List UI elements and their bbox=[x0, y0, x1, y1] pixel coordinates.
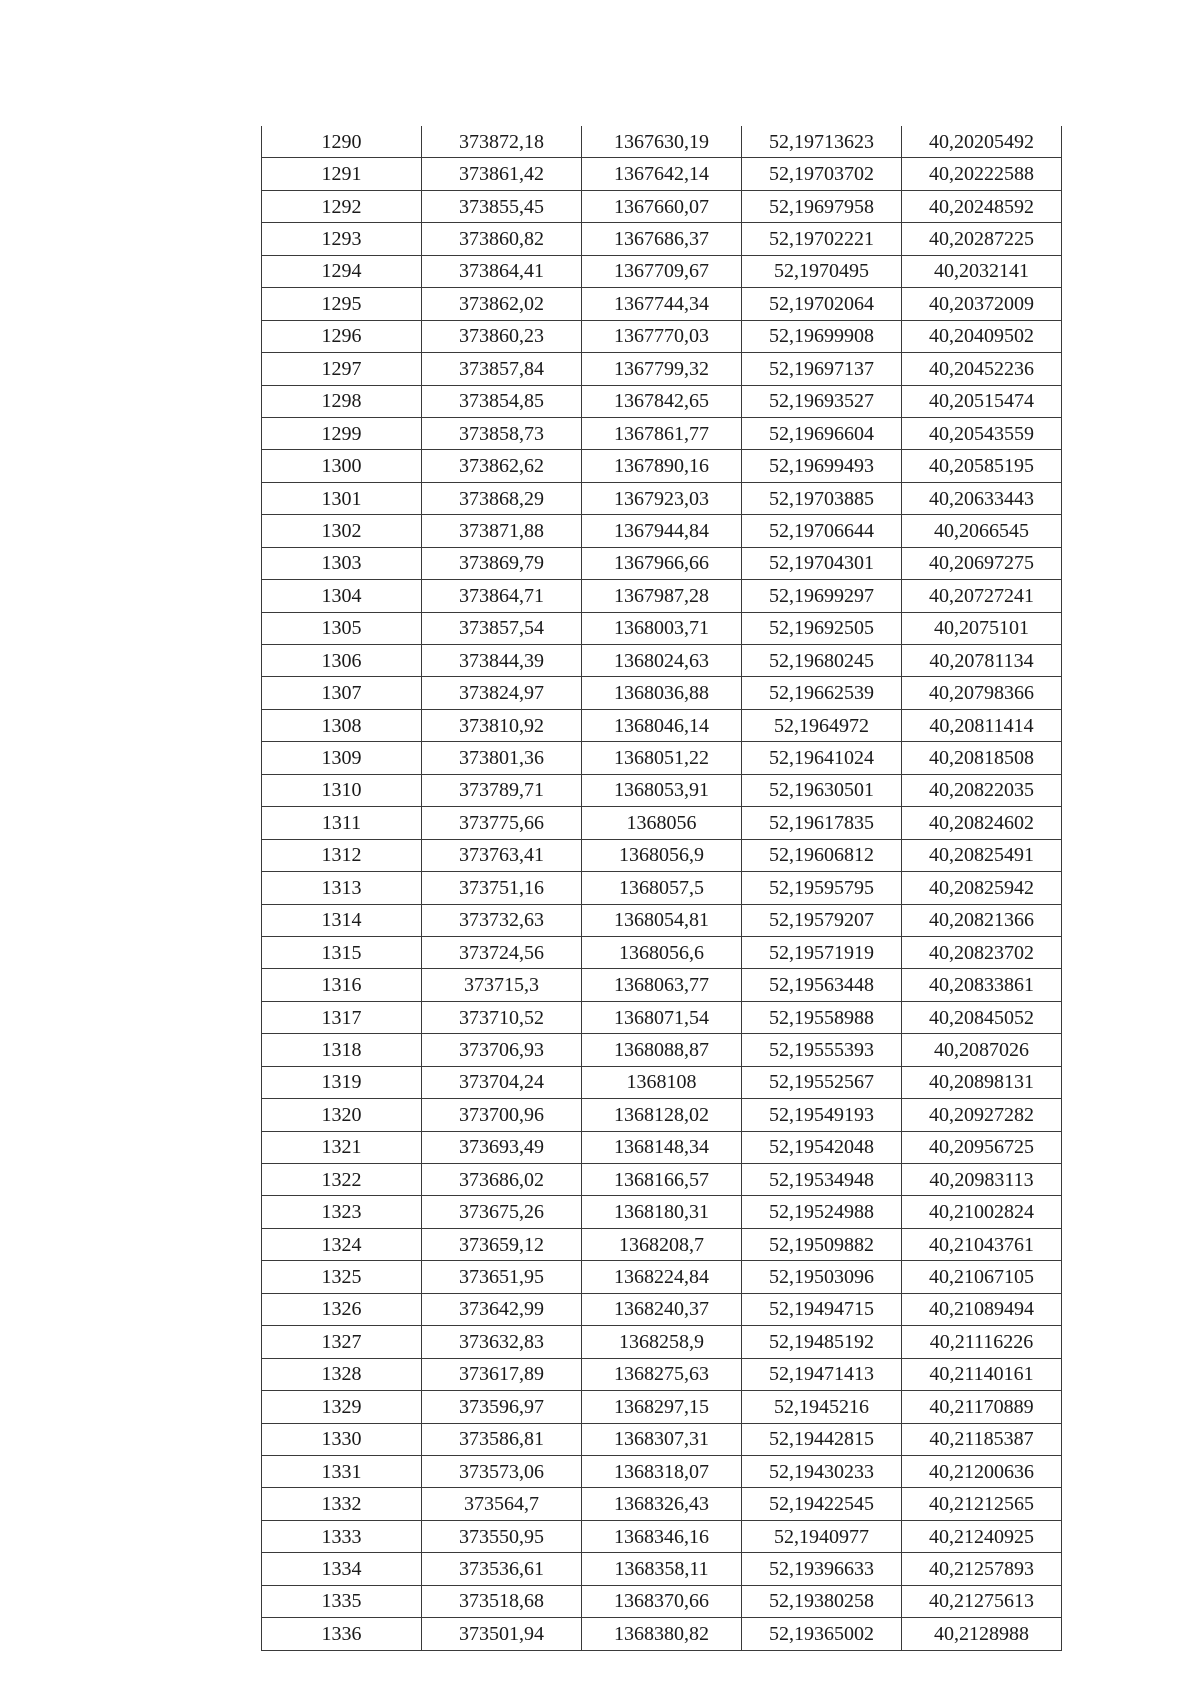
longitude-cell: 40,21002824 bbox=[902, 1196, 1062, 1228]
table-row bbox=[262, 255, 1062, 287]
table-row bbox=[262, 1358, 1062, 1390]
longitude-cell: 40,20811414 bbox=[902, 709, 1062, 741]
table-row bbox=[262, 645, 1062, 677]
point-number-cell: 1305 bbox=[262, 612, 422, 644]
latitude-cell: 52,1970495 bbox=[742, 255, 902, 287]
longitude-cell: 40,20372009 bbox=[902, 288, 1062, 320]
latitude-cell: 52,19485192 bbox=[742, 1326, 902, 1358]
x-coordinate-cell: 373536,61 bbox=[422, 1553, 582, 1585]
point-number-cell: 1320 bbox=[262, 1099, 422, 1131]
longitude-cell: 40,20452236 bbox=[902, 353, 1062, 385]
longitude-cell: 40,21140161 bbox=[902, 1358, 1062, 1390]
point-number-cell: 1315 bbox=[262, 936, 422, 968]
point-number-cell: 1300 bbox=[262, 450, 422, 482]
point-number-cell: 1321 bbox=[262, 1131, 422, 1163]
x-coordinate-cell: 373824,97 bbox=[422, 677, 582, 709]
point-number-cell: 1290 bbox=[262, 126, 422, 158]
y-coordinate-cell: 1367630,19 bbox=[582, 126, 742, 158]
x-coordinate-cell: 373858,73 bbox=[422, 417, 582, 449]
longitude-cell: 40,2032141 bbox=[902, 255, 1062, 287]
point-number-cell: 1319 bbox=[262, 1066, 422, 1098]
longitude-cell: 40,20798366 bbox=[902, 677, 1062, 709]
longitude-cell: 40,20585195 bbox=[902, 450, 1062, 482]
latitude-cell: 52,19579207 bbox=[742, 904, 902, 936]
y-coordinate-cell: 1368224,84 bbox=[582, 1261, 742, 1293]
table-row bbox=[262, 807, 1062, 839]
table-row bbox=[262, 1261, 1062, 1293]
x-coordinate-cell: 373860,82 bbox=[422, 223, 582, 255]
point-number-cell: 1317 bbox=[262, 1001, 422, 1033]
point-number-cell: 1332 bbox=[262, 1488, 422, 1520]
x-coordinate-cell: 373854,85 bbox=[422, 385, 582, 417]
latitude-cell: 52,19503096 bbox=[742, 1261, 902, 1293]
y-coordinate-cell: 1367770,03 bbox=[582, 320, 742, 352]
longitude-cell: 40,20543559 bbox=[902, 417, 1062, 449]
point-number-cell: 1334 bbox=[262, 1553, 422, 1585]
x-coordinate-cell: 373675,26 bbox=[422, 1196, 582, 1228]
point-number-cell: 1333 bbox=[262, 1520, 422, 1552]
point-number-cell: 1291 bbox=[262, 158, 422, 190]
x-coordinate-cell: 373855,45 bbox=[422, 190, 582, 222]
latitude-cell: 52,19365002 bbox=[742, 1618, 902, 1650]
y-coordinate-cell: 1367966,66 bbox=[582, 547, 742, 579]
x-coordinate-cell: 373617,89 bbox=[422, 1358, 582, 1390]
point-number-cell: 1298 bbox=[262, 385, 422, 417]
y-coordinate-cell: 1368208,7 bbox=[582, 1228, 742, 1260]
longitude-cell: 40,21089494 bbox=[902, 1293, 1062, 1325]
longitude-cell: 40,21240925 bbox=[902, 1520, 1062, 1552]
latitude-cell: 52,19704301 bbox=[742, 547, 902, 579]
point-number-cell: 1335 bbox=[262, 1585, 422, 1617]
x-coordinate-cell: 373596,97 bbox=[422, 1391, 582, 1423]
y-coordinate-cell: 1368275,63 bbox=[582, 1358, 742, 1390]
table-row bbox=[262, 1034, 1062, 1066]
longitude-cell: 40,21043761 bbox=[902, 1228, 1062, 1260]
table-row bbox=[262, 1066, 1062, 1098]
table-row bbox=[262, 547, 1062, 579]
longitude-cell: 40,20205492 bbox=[902, 126, 1062, 158]
table-row bbox=[262, 1164, 1062, 1196]
longitude-cell: 40,20821366 bbox=[902, 904, 1062, 936]
table-row bbox=[262, 1455, 1062, 1487]
table-row bbox=[262, 1520, 1062, 1552]
x-coordinate-cell: 373573,06 bbox=[422, 1455, 582, 1487]
x-coordinate-cell: 373501,94 bbox=[422, 1618, 582, 1650]
x-coordinate-cell: 373686,02 bbox=[422, 1164, 582, 1196]
point-number-cell: 1292 bbox=[262, 190, 422, 222]
longitude-cell: 40,20825491 bbox=[902, 839, 1062, 871]
latitude-cell: 52,19380258 bbox=[742, 1585, 902, 1617]
coordinates-table-body bbox=[262, 126, 1062, 1650]
latitude-cell: 52,19534948 bbox=[742, 1164, 902, 1196]
y-coordinate-cell: 1368370,66 bbox=[582, 1585, 742, 1617]
latitude-cell: 52,1940977 bbox=[742, 1520, 902, 1552]
y-coordinate-cell: 1367799,32 bbox=[582, 353, 742, 385]
table-row bbox=[262, 839, 1062, 871]
y-coordinate-cell: 1367861,77 bbox=[582, 417, 742, 449]
x-coordinate-cell: 373872,18 bbox=[422, 126, 582, 158]
latitude-cell: 52,1945216 bbox=[742, 1391, 902, 1423]
latitude-cell: 52,19703885 bbox=[742, 482, 902, 514]
longitude-cell: 40,20818508 bbox=[902, 742, 1062, 774]
x-coordinate-cell: 373864,41 bbox=[422, 255, 582, 287]
x-coordinate-cell: 373659,12 bbox=[422, 1228, 582, 1260]
y-coordinate-cell: 1368346,16 bbox=[582, 1520, 742, 1552]
table-row bbox=[262, 1553, 1062, 1585]
latitude-cell: 52,19696604 bbox=[742, 417, 902, 449]
y-coordinate-cell: 1368054,81 bbox=[582, 904, 742, 936]
x-coordinate-cell: 373763,41 bbox=[422, 839, 582, 871]
longitude-cell: 40,20248592 bbox=[902, 190, 1062, 222]
latitude-cell: 52,19713623 bbox=[742, 126, 902, 158]
table-row bbox=[262, 126, 1062, 158]
latitude-cell: 52,19471413 bbox=[742, 1358, 902, 1390]
table-row bbox=[262, 709, 1062, 741]
table-row bbox=[262, 482, 1062, 514]
point-number-cell: 1308 bbox=[262, 709, 422, 741]
latitude-cell: 52,19630501 bbox=[742, 774, 902, 806]
y-coordinate-cell: 1368056,9 bbox=[582, 839, 742, 871]
latitude-cell: 52,19494715 bbox=[742, 1293, 902, 1325]
table-row bbox=[262, 969, 1062, 1001]
point-number-cell: 1310 bbox=[262, 774, 422, 806]
latitude-cell: 52,19524988 bbox=[742, 1196, 902, 1228]
point-number-cell: 1302 bbox=[262, 515, 422, 547]
y-coordinate-cell: 1367744,34 bbox=[582, 288, 742, 320]
latitude-cell: 52,19680245 bbox=[742, 645, 902, 677]
longitude-cell: 40,20927282 bbox=[902, 1099, 1062, 1131]
x-coordinate-cell: 373651,95 bbox=[422, 1261, 582, 1293]
y-coordinate-cell: 1368307,31 bbox=[582, 1423, 742, 1455]
x-coordinate-cell: 373732,63 bbox=[422, 904, 582, 936]
latitude-cell: 52,19396633 bbox=[742, 1553, 902, 1585]
table-row bbox=[262, 223, 1062, 255]
longitude-cell: 40,20222588 bbox=[902, 158, 1062, 190]
coordinates-table bbox=[261, 126, 1062, 1651]
longitude-cell: 40,20823702 bbox=[902, 936, 1062, 968]
latitude-cell: 52,19552567 bbox=[742, 1066, 902, 1098]
longitude-cell: 40,20515474 bbox=[902, 385, 1062, 417]
table-row bbox=[262, 904, 1062, 936]
longitude-cell: 40,21200636 bbox=[902, 1455, 1062, 1487]
table-row bbox=[262, 158, 1062, 190]
x-coordinate-cell: 373715,3 bbox=[422, 969, 582, 1001]
longitude-cell: 40,20727241 bbox=[902, 580, 1062, 612]
x-coordinate-cell: 373693,49 bbox=[422, 1131, 582, 1163]
point-number-cell: 1295 bbox=[262, 288, 422, 320]
table-row bbox=[262, 1131, 1062, 1163]
table-row bbox=[262, 417, 1062, 449]
longitude-cell: 40,21170889 bbox=[902, 1391, 1062, 1423]
x-coordinate-cell: 373868,29 bbox=[422, 482, 582, 514]
table-row bbox=[262, 385, 1062, 417]
point-number-cell: 1301 bbox=[262, 482, 422, 514]
longitude-cell: 40,20825942 bbox=[902, 872, 1062, 904]
longitude-cell: 40,20633443 bbox=[902, 482, 1062, 514]
longitude-cell: 40,21116226 bbox=[902, 1326, 1062, 1358]
y-coordinate-cell: 1368318,07 bbox=[582, 1455, 742, 1487]
latitude-cell: 52,19430233 bbox=[742, 1455, 902, 1487]
table-row bbox=[262, 1488, 1062, 1520]
y-coordinate-cell: 1368180,31 bbox=[582, 1196, 742, 1228]
y-coordinate-cell: 1368380,82 bbox=[582, 1618, 742, 1650]
table-row bbox=[262, 872, 1062, 904]
longitude-cell: 40,20983113 bbox=[902, 1164, 1062, 1196]
x-coordinate-cell: 373700,96 bbox=[422, 1099, 582, 1131]
table-row bbox=[262, 774, 1062, 806]
point-number-cell: 1293 bbox=[262, 223, 422, 255]
point-number-cell: 1324 bbox=[262, 1228, 422, 1260]
y-coordinate-cell: 1367709,67 bbox=[582, 255, 742, 287]
x-coordinate-cell: 373857,54 bbox=[422, 612, 582, 644]
latitude-cell: 52,19693527 bbox=[742, 385, 902, 417]
point-number-cell: 1304 bbox=[262, 580, 422, 612]
x-coordinate-cell: 373789,71 bbox=[422, 774, 582, 806]
latitude-cell: 52,19555393 bbox=[742, 1034, 902, 1066]
table-row bbox=[262, 1326, 1062, 1358]
y-coordinate-cell: 1368056 bbox=[582, 807, 742, 839]
y-coordinate-cell: 1368063,77 bbox=[582, 969, 742, 1001]
point-number-cell: 1311 bbox=[262, 807, 422, 839]
point-number-cell: 1316 bbox=[262, 969, 422, 1001]
latitude-cell: 52,19697137 bbox=[742, 353, 902, 385]
table-row bbox=[262, 1001, 1062, 1033]
longitude-cell: 40,20898131 bbox=[902, 1066, 1062, 1098]
point-number-cell: 1322 bbox=[262, 1164, 422, 1196]
point-number-cell: 1306 bbox=[262, 645, 422, 677]
table-row bbox=[262, 1099, 1062, 1131]
point-number-cell: 1303 bbox=[262, 547, 422, 579]
latitude-cell: 52,19442815 bbox=[742, 1423, 902, 1455]
point-number-cell: 1297 bbox=[262, 353, 422, 385]
y-coordinate-cell: 1368088,87 bbox=[582, 1034, 742, 1066]
latitude-cell: 52,19558988 bbox=[742, 1001, 902, 1033]
y-coordinate-cell: 1368053,91 bbox=[582, 774, 742, 806]
latitude-cell: 52,19699493 bbox=[742, 450, 902, 482]
longitude-cell: 40,21275613 bbox=[902, 1585, 1062, 1617]
latitude-cell: 52,19617835 bbox=[742, 807, 902, 839]
latitude-cell: 52,19422545 bbox=[742, 1488, 902, 1520]
latitude-cell: 52,19595795 bbox=[742, 872, 902, 904]
point-number-cell: 1336 bbox=[262, 1618, 422, 1650]
longitude-cell: 40,2087026 bbox=[902, 1034, 1062, 1066]
point-number-cell: 1323 bbox=[262, 1196, 422, 1228]
point-number-cell: 1313 bbox=[262, 872, 422, 904]
y-coordinate-cell: 1367842,65 bbox=[582, 385, 742, 417]
y-coordinate-cell: 1367686,37 bbox=[582, 223, 742, 255]
longitude-cell: 40,20781134 bbox=[902, 645, 1062, 677]
longitude-cell: 40,20824602 bbox=[902, 807, 1062, 839]
y-coordinate-cell: 1368128,02 bbox=[582, 1099, 742, 1131]
latitude-cell: 52,19692505 bbox=[742, 612, 902, 644]
y-coordinate-cell: 1368258,9 bbox=[582, 1326, 742, 1358]
latitude-cell: 52,19703702 bbox=[742, 158, 902, 190]
point-number-cell: 1331 bbox=[262, 1455, 422, 1487]
table-row bbox=[262, 1293, 1062, 1325]
table-row bbox=[262, 1423, 1062, 1455]
longitude-cell: 40,20287225 bbox=[902, 223, 1062, 255]
table-row bbox=[262, 320, 1062, 352]
point-number-cell: 1330 bbox=[262, 1423, 422, 1455]
x-coordinate-cell: 373862,02 bbox=[422, 288, 582, 320]
x-coordinate-cell: 373844,39 bbox=[422, 645, 582, 677]
y-coordinate-cell: 1368240,37 bbox=[582, 1293, 742, 1325]
x-coordinate-cell: 373586,81 bbox=[422, 1423, 582, 1455]
latitude-cell: 52,19699297 bbox=[742, 580, 902, 612]
x-coordinate-cell: 373724,56 bbox=[422, 936, 582, 968]
table-row bbox=[262, 515, 1062, 547]
longitude-cell: 40,21067105 bbox=[902, 1261, 1062, 1293]
latitude-cell: 52,19702064 bbox=[742, 288, 902, 320]
point-number-cell: 1326 bbox=[262, 1293, 422, 1325]
latitude-cell: 52,19549193 bbox=[742, 1099, 902, 1131]
point-number-cell: 1327 bbox=[262, 1326, 422, 1358]
latitude-cell: 52,19606812 bbox=[742, 839, 902, 871]
latitude-cell: 52,19563448 bbox=[742, 969, 902, 1001]
y-coordinate-cell: 1368358,11 bbox=[582, 1553, 742, 1585]
table-row bbox=[262, 1196, 1062, 1228]
point-number-cell: 1312 bbox=[262, 839, 422, 871]
longitude-cell: 40,20697275 bbox=[902, 547, 1062, 579]
longitude-cell: 40,20833861 bbox=[902, 969, 1062, 1001]
longitude-cell: 40,20956725 bbox=[902, 1131, 1062, 1163]
latitude-cell: 52,19702221 bbox=[742, 223, 902, 255]
latitude-cell: 52,19662539 bbox=[742, 677, 902, 709]
x-coordinate-cell: 373751,16 bbox=[422, 872, 582, 904]
y-coordinate-cell: 1367987,28 bbox=[582, 580, 742, 612]
table-row bbox=[262, 742, 1062, 774]
x-coordinate-cell: 373632,83 bbox=[422, 1326, 582, 1358]
latitude-cell: 52,19699908 bbox=[742, 320, 902, 352]
table-row bbox=[262, 1618, 1062, 1650]
table-row bbox=[262, 1228, 1062, 1260]
table-row bbox=[262, 1391, 1062, 1423]
y-coordinate-cell: 1367642,14 bbox=[582, 158, 742, 190]
x-coordinate-cell: 373862,62 bbox=[422, 450, 582, 482]
latitude-cell: 52,19641024 bbox=[742, 742, 902, 774]
x-coordinate-cell: 373864,71 bbox=[422, 580, 582, 612]
x-coordinate-cell: 373861,42 bbox=[422, 158, 582, 190]
x-coordinate-cell: 373810,92 bbox=[422, 709, 582, 741]
table-row bbox=[262, 677, 1062, 709]
table-row bbox=[262, 190, 1062, 222]
point-number-cell: 1329 bbox=[262, 1391, 422, 1423]
table-row bbox=[262, 936, 1062, 968]
x-coordinate-cell: 373869,79 bbox=[422, 547, 582, 579]
longitude-cell: 40,2066545 bbox=[902, 515, 1062, 547]
y-coordinate-cell: 1367660,07 bbox=[582, 190, 742, 222]
x-coordinate-cell: 373801,36 bbox=[422, 742, 582, 774]
y-coordinate-cell: 1368057,5 bbox=[582, 872, 742, 904]
x-coordinate-cell: 373871,88 bbox=[422, 515, 582, 547]
x-coordinate-cell: 373775,66 bbox=[422, 807, 582, 839]
point-number-cell: 1314 bbox=[262, 904, 422, 936]
y-coordinate-cell: 1367944,84 bbox=[582, 515, 742, 547]
point-number-cell: 1328 bbox=[262, 1358, 422, 1390]
latitude-cell: 52,19542048 bbox=[742, 1131, 902, 1163]
point-number-cell: 1299 bbox=[262, 417, 422, 449]
point-number-cell: 1294 bbox=[262, 255, 422, 287]
y-coordinate-cell: 1368148,34 bbox=[582, 1131, 742, 1163]
table-row bbox=[262, 612, 1062, 644]
x-coordinate-cell: 373706,93 bbox=[422, 1034, 582, 1066]
point-number-cell: 1318 bbox=[262, 1034, 422, 1066]
table-row bbox=[262, 580, 1062, 612]
y-coordinate-cell: 1368036,88 bbox=[582, 677, 742, 709]
x-coordinate-cell: 373564,7 bbox=[422, 1488, 582, 1520]
longitude-cell: 40,21185387 bbox=[902, 1423, 1062, 1455]
table-row bbox=[262, 1585, 1062, 1617]
point-number-cell: 1307 bbox=[262, 677, 422, 709]
x-coordinate-cell: 373704,24 bbox=[422, 1066, 582, 1098]
x-coordinate-cell: 373642,99 bbox=[422, 1293, 582, 1325]
y-coordinate-cell: 1368051,22 bbox=[582, 742, 742, 774]
table-row bbox=[262, 353, 1062, 385]
y-coordinate-cell: 1368071,54 bbox=[582, 1001, 742, 1033]
y-coordinate-cell: 1367923,03 bbox=[582, 482, 742, 514]
x-coordinate-cell: 373860,23 bbox=[422, 320, 582, 352]
y-coordinate-cell: 1368108 bbox=[582, 1066, 742, 1098]
longitude-cell: 40,21257893 bbox=[902, 1553, 1062, 1585]
point-number-cell: 1309 bbox=[262, 742, 422, 774]
longitude-cell: 40,2128988 bbox=[902, 1618, 1062, 1650]
x-coordinate-cell: 373857,84 bbox=[422, 353, 582, 385]
y-coordinate-cell: 1368024,63 bbox=[582, 645, 742, 677]
longitude-cell: 40,20409502 bbox=[902, 320, 1062, 352]
y-coordinate-cell: 1368056,6 bbox=[582, 936, 742, 968]
y-coordinate-cell: 1368003,71 bbox=[582, 612, 742, 644]
x-coordinate-cell: 373710,52 bbox=[422, 1001, 582, 1033]
latitude-cell: 52,19697958 bbox=[742, 190, 902, 222]
point-number-cell: 1296 bbox=[262, 320, 422, 352]
y-coordinate-cell: 1367890,16 bbox=[582, 450, 742, 482]
latitude-cell: 52,19571919 bbox=[742, 936, 902, 968]
point-number-cell: 1325 bbox=[262, 1261, 422, 1293]
longitude-cell: 40,20845052 bbox=[902, 1001, 1062, 1033]
x-coordinate-cell: 373550,95 bbox=[422, 1520, 582, 1552]
y-coordinate-cell: 1368166,57 bbox=[582, 1164, 742, 1196]
latitude-cell: 52,1964972 bbox=[742, 709, 902, 741]
y-coordinate-cell: 1368046,14 bbox=[582, 709, 742, 741]
y-coordinate-cell: 1368297,15 bbox=[582, 1391, 742, 1423]
longitude-cell: 40,21212565 bbox=[902, 1488, 1062, 1520]
x-coordinate-cell: 373518,68 bbox=[422, 1585, 582, 1617]
latitude-cell: 52,19706644 bbox=[742, 515, 902, 547]
latitude-cell: 52,19509882 bbox=[742, 1228, 902, 1260]
longitude-cell: 40,2075101 bbox=[902, 612, 1062, 644]
table-row bbox=[262, 450, 1062, 482]
y-coordinate-cell: 1368326,43 bbox=[582, 1488, 742, 1520]
longitude-cell: 40,20822035 bbox=[902, 774, 1062, 806]
table-row bbox=[262, 288, 1062, 320]
